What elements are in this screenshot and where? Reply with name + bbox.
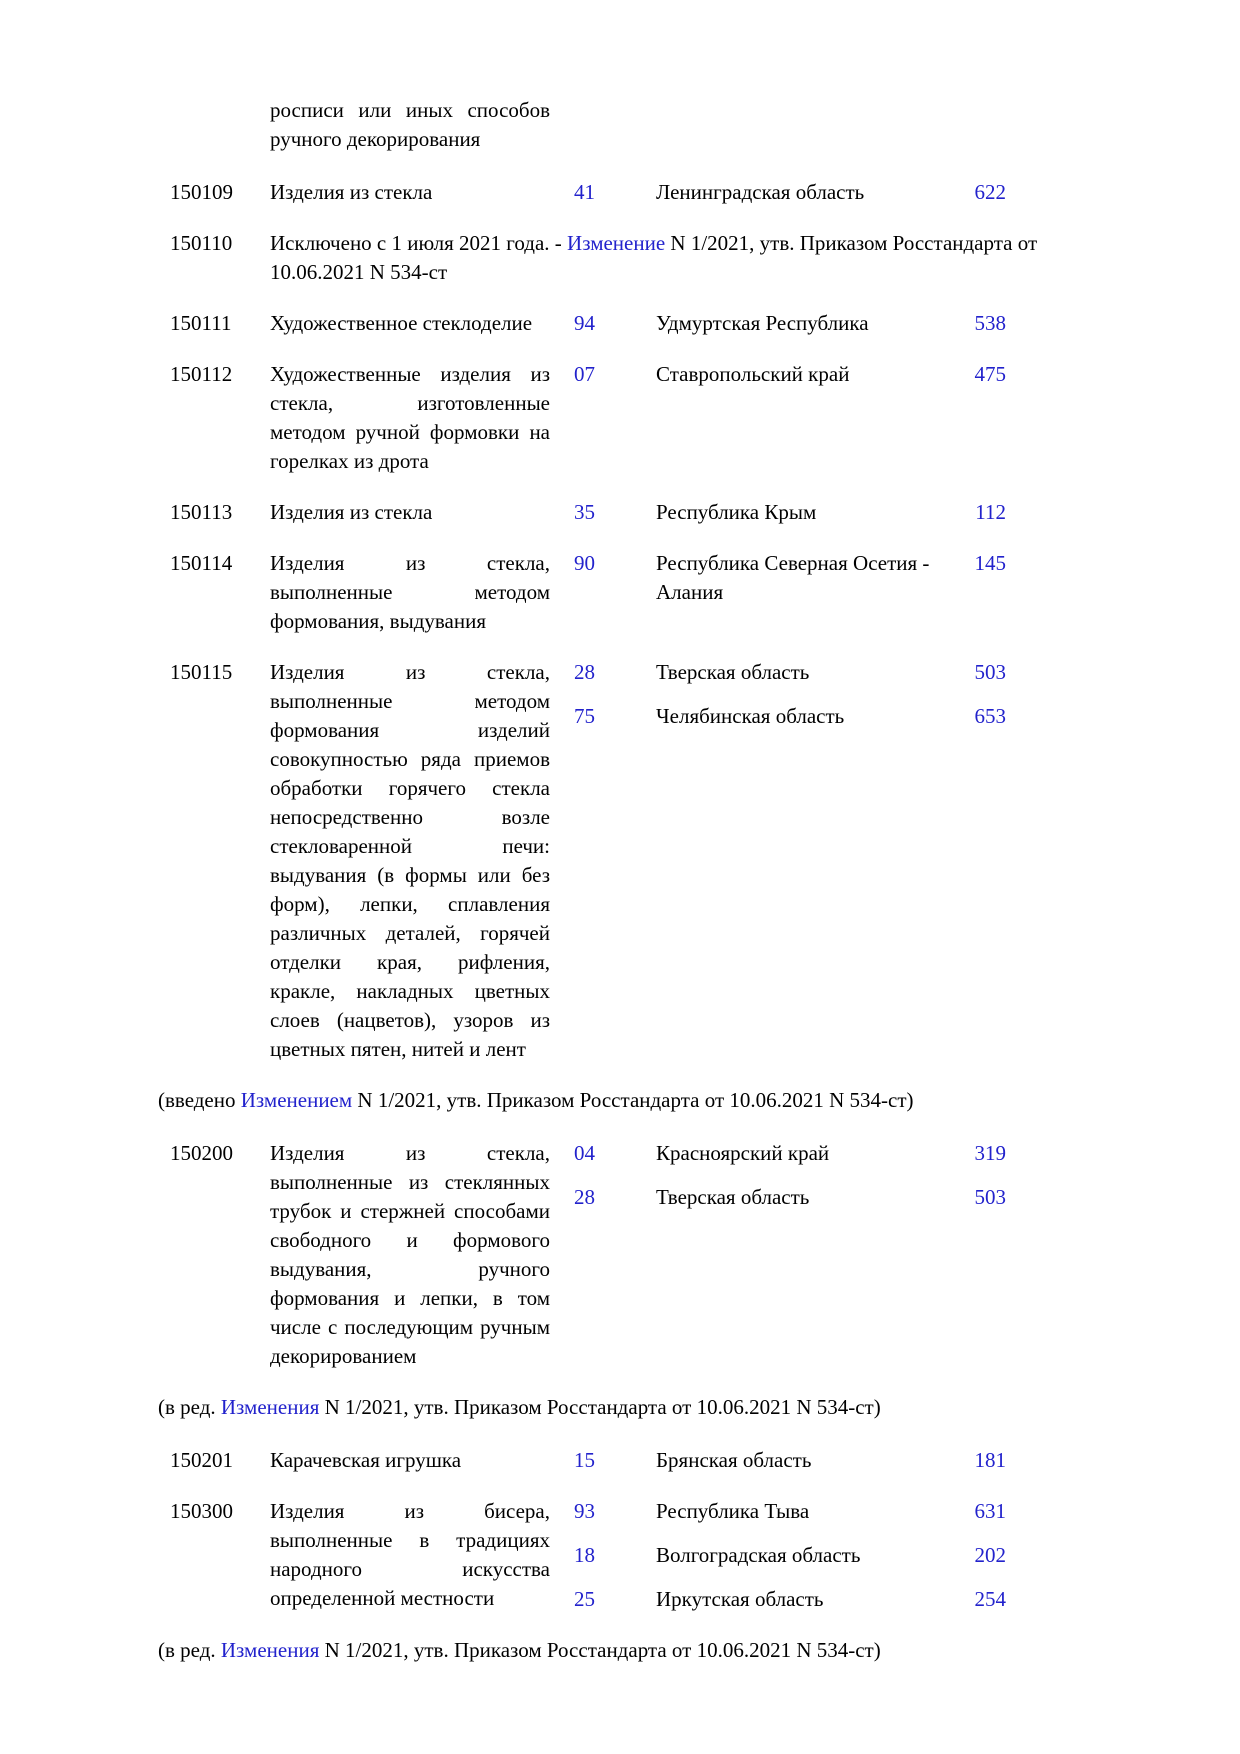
region-code: 503 bbox=[974, 1185, 1006, 1209]
region-name: Ставропольский край bbox=[656, 362, 850, 386]
table-row bbox=[170, 1139, 1090, 1371]
region-row bbox=[564, 702, 1090, 731]
entry-name: Изделия из стекла, выполненные методом формования, выдувания bbox=[270, 551, 550, 633]
region-name: Челябинская область bbox=[656, 704, 845, 728]
note-link[interactable]: Изменения bbox=[220, 1638, 320, 1662]
note-suffix: N 1/2021, утв. Приказом Росстандарта от 10.06.2021 N 534-ст) bbox=[352, 1088, 914, 1112]
note-suffix: N 1/2021, утв. Приказом Росстандарта от 10.06.2021 N 534-ст) bbox=[319, 1638, 881, 1662]
region-name: Республика Тыва bbox=[656, 1499, 810, 1523]
region-name: Республика Крым bbox=[656, 500, 817, 524]
region-row bbox=[564, 658, 1090, 687]
note-introduced bbox=[158, 1086, 1090, 1115]
region-name: Иркутская область bbox=[656, 1587, 824, 1611]
note-link[interactable]: Изменения bbox=[220, 1395, 320, 1419]
region-code: 538 bbox=[974, 311, 1006, 335]
entry-code: 150112 bbox=[170, 362, 233, 386]
excluded-text-before: Исключено с 1 июля 2021 года. - bbox=[270, 231, 568, 255]
region-number: 25 bbox=[574, 1587, 595, 1611]
region-number: 94 bbox=[574, 311, 595, 335]
region-number: 35 bbox=[574, 500, 595, 524]
region-row bbox=[564, 178, 1090, 207]
region-code: 181 bbox=[974, 1448, 1006, 1472]
region-row bbox=[564, 1183, 1090, 1212]
region-name: Тверская область bbox=[656, 1185, 810, 1209]
table-row bbox=[170, 498, 1090, 527]
table-row bbox=[170, 309, 1090, 338]
continuation-row bbox=[170, 96, 1090, 154]
region-row bbox=[564, 1585, 1090, 1614]
entry-regions bbox=[550, 498, 1090, 527]
region-name: Тверская область bbox=[656, 660, 810, 684]
table-row bbox=[170, 229, 1090, 287]
region-number: 18 bbox=[574, 1543, 595, 1567]
note-prefix: (в ред. bbox=[158, 1395, 221, 1419]
region-number: 04 bbox=[574, 1141, 595, 1165]
entry-code: 150200 bbox=[170, 1141, 233, 1165]
continuation-text: росписи или иных способов ручного декорирования bbox=[270, 98, 550, 151]
region-row bbox=[564, 1541, 1090, 1570]
entry-code: 150110 bbox=[170, 231, 233, 255]
region-row bbox=[564, 360, 1090, 389]
region-number: 75 bbox=[574, 704, 595, 728]
table-row bbox=[170, 360, 1090, 476]
region-row bbox=[564, 309, 1090, 338]
note-edited-2 bbox=[158, 1636, 1090, 1665]
region-code: 622 bbox=[974, 180, 1006, 204]
entry-name: Изделия из стекла, выполненные методом формования изделий совокупностью ряда приемов обработки горячего стекла непосредственно возле стекловаренной печи: выдувания (в формы или без форм), лепки, сплавления различных деталей, горячей отделки края, рифления, кракле, накладных цветных слоев (нацветов), узоров из цветных пятен, нитей и лент bbox=[270, 660, 550, 1061]
region-name: Волгоградская область bbox=[656, 1543, 861, 1567]
table-row bbox=[170, 1446, 1090, 1475]
region-name: Удмуртская Республика bbox=[656, 311, 869, 335]
region-code: 653 bbox=[974, 704, 1006, 728]
region-name: Ленинградская область bbox=[656, 180, 865, 204]
region-number: 41 bbox=[574, 180, 595, 204]
region-number: 28 bbox=[574, 1185, 595, 1209]
entry-name: Художественные изделия из стекла, изготовленные методом ручной формовки на горелках из дрота bbox=[270, 362, 550, 473]
entry-list-2 bbox=[170, 1139, 1090, 1371]
region-code: 631 bbox=[974, 1499, 1006, 1523]
region-row bbox=[564, 1446, 1090, 1475]
entry-excluded-text bbox=[262, 229, 1090, 287]
region-code: 145 bbox=[974, 551, 1006, 575]
entry-name: Изделия из стекла, выполненные из стеклянных трубок и стержней способами свободного и формового выдувания, ручного формования и лепки, в том числе с последующим ручным декорированием bbox=[270, 1141, 550, 1368]
region-number: 15 bbox=[574, 1448, 595, 1472]
entry-regions bbox=[550, 360, 1090, 389]
entry-regions bbox=[550, 1497, 1090, 1614]
table-row bbox=[170, 1497, 1090, 1614]
region-row bbox=[564, 498, 1090, 527]
region-code: 503 bbox=[974, 660, 1006, 684]
region-name: Красноярский край bbox=[656, 1141, 830, 1165]
region-code: 319 bbox=[974, 1141, 1006, 1165]
region-code: 475 bbox=[974, 362, 1006, 386]
region-row bbox=[564, 1139, 1090, 1168]
entry-list-3 bbox=[170, 1446, 1090, 1614]
entry-list-1 bbox=[170, 178, 1090, 1064]
entry-name: Изделия из стекла bbox=[270, 180, 433, 204]
entry-name: Художественное стеклоделие bbox=[270, 311, 533, 335]
table-row bbox=[170, 658, 1090, 1064]
entry-regions bbox=[550, 178, 1090, 207]
entry-code: 150201 bbox=[170, 1448, 233, 1472]
entry-regions bbox=[550, 549, 1090, 604]
region-number: 90 bbox=[574, 551, 595, 575]
entry-code: 150109 bbox=[170, 180, 233, 204]
region-name: Брянская область bbox=[656, 1448, 812, 1472]
table-row bbox=[170, 178, 1090, 207]
excluded-text-after: N 1/2021, утв. Приказом Росстандарта от 10.06.2021 N 534-ст bbox=[270, 231, 1038, 284]
region-number: 07 bbox=[574, 362, 595, 386]
note-edited-1 bbox=[158, 1393, 1090, 1422]
entry-regions bbox=[550, 1139, 1090, 1212]
entry-name: Изделия из стекла bbox=[270, 500, 433, 524]
region-name: Республика Северная Осетия - Алания bbox=[656, 551, 930, 604]
entry-regions bbox=[550, 309, 1090, 338]
note-prefix: (в ред. bbox=[158, 1638, 221, 1662]
note-link[interactable]: Изменением bbox=[240, 1088, 353, 1112]
note-prefix: (введено bbox=[158, 1088, 241, 1112]
region-number: 93 bbox=[574, 1499, 595, 1523]
note-suffix: N 1/2021, утв. Приказом Росстандарта от 10.06.2021 N 534-ст) bbox=[319, 1395, 881, 1419]
region-code: 202 bbox=[974, 1543, 1006, 1567]
region-number: 28 bbox=[574, 660, 595, 684]
entry-name: Изделия из бисера, выполненные в традициях народного искусства определенной местности bbox=[270, 1499, 550, 1610]
entry-code: 150111 bbox=[170, 311, 232, 335]
region-row bbox=[564, 549, 1090, 604]
entry-code: 150114 bbox=[170, 551, 233, 575]
region-code: 254 bbox=[974, 1587, 1006, 1611]
region-row bbox=[564, 1497, 1090, 1526]
entry-code: 150113 bbox=[170, 500, 233, 524]
entry-name: Карачевская игрушка bbox=[270, 1448, 462, 1472]
entry-code: 150115 bbox=[170, 660, 233, 684]
region-code: 112 bbox=[975, 500, 1006, 524]
entry-regions bbox=[550, 1446, 1090, 1475]
table-row bbox=[170, 549, 1090, 636]
entry-regions bbox=[550, 658, 1090, 731]
amendment-link[interactable]: Изменение bbox=[567, 231, 666, 255]
entry-code: 150300 bbox=[170, 1499, 233, 1523]
